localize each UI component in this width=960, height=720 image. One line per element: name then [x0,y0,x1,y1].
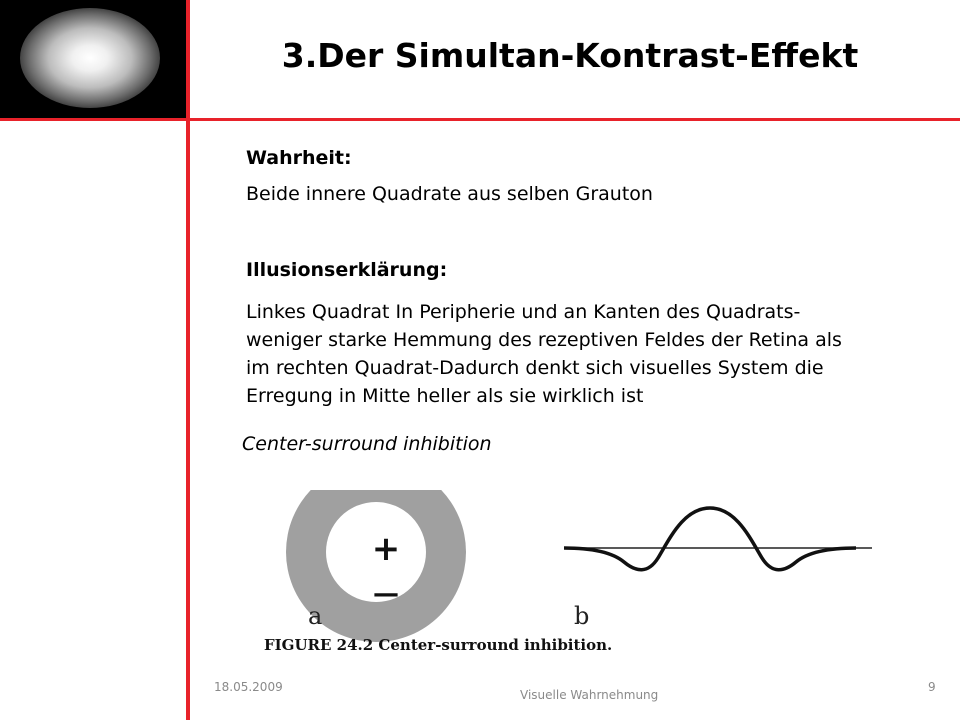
horizontal-accent-line [0,118,960,121]
truth-heading: Wahrheit: [246,147,352,169]
center-surround-label: Center-surround inhibition [242,433,492,455]
label-b: b [574,602,590,630]
center-surround-figure [262,490,882,658]
footer-date: 18.05.2009 [214,680,283,694]
blurred-spot-glow [20,8,160,108]
blurred-spot-image [0,0,186,118]
center-surround-diagram [262,490,882,658]
vertical-accent-line [186,0,190,720]
explanation-paragraph [246,298,936,410]
minus-sign: — [373,579,399,609]
label-a: a [308,602,323,630]
mexican-hat-curve [564,508,856,570]
explanation-line: weniger starke Hemmung des rezeptiven Feldes der Retina als [246,329,842,351]
explanation-line: Linkes Quadrat In Peripherie und an Kanten des Quadrats- [246,301,801,323]
plus-sign: + [371,529,401,569]
explanation-heading: Illusionserklärung: [246,259,448,281]
truth-text: Beide innere Quadrate aus selben Grauton [246,183,653,205]
figure-caption: FIGURE 24.2 Center-surround inhibition. [264,636,613,654]
page-number: 9 [928,680,936,694]
explanation-line: Erregung in Mitte heller als sie wirklich ist [246,385,644,407]
footer-center: Visuelle Wahrnehmung [520,688,659,702]
explanation-line: im rechten Quadrat-Dadurch denkt sich visuelles System die [246,357,824,379]
slide-title: 3.Der Simultan-Kontrast-Effekt [281,36,859,75]
